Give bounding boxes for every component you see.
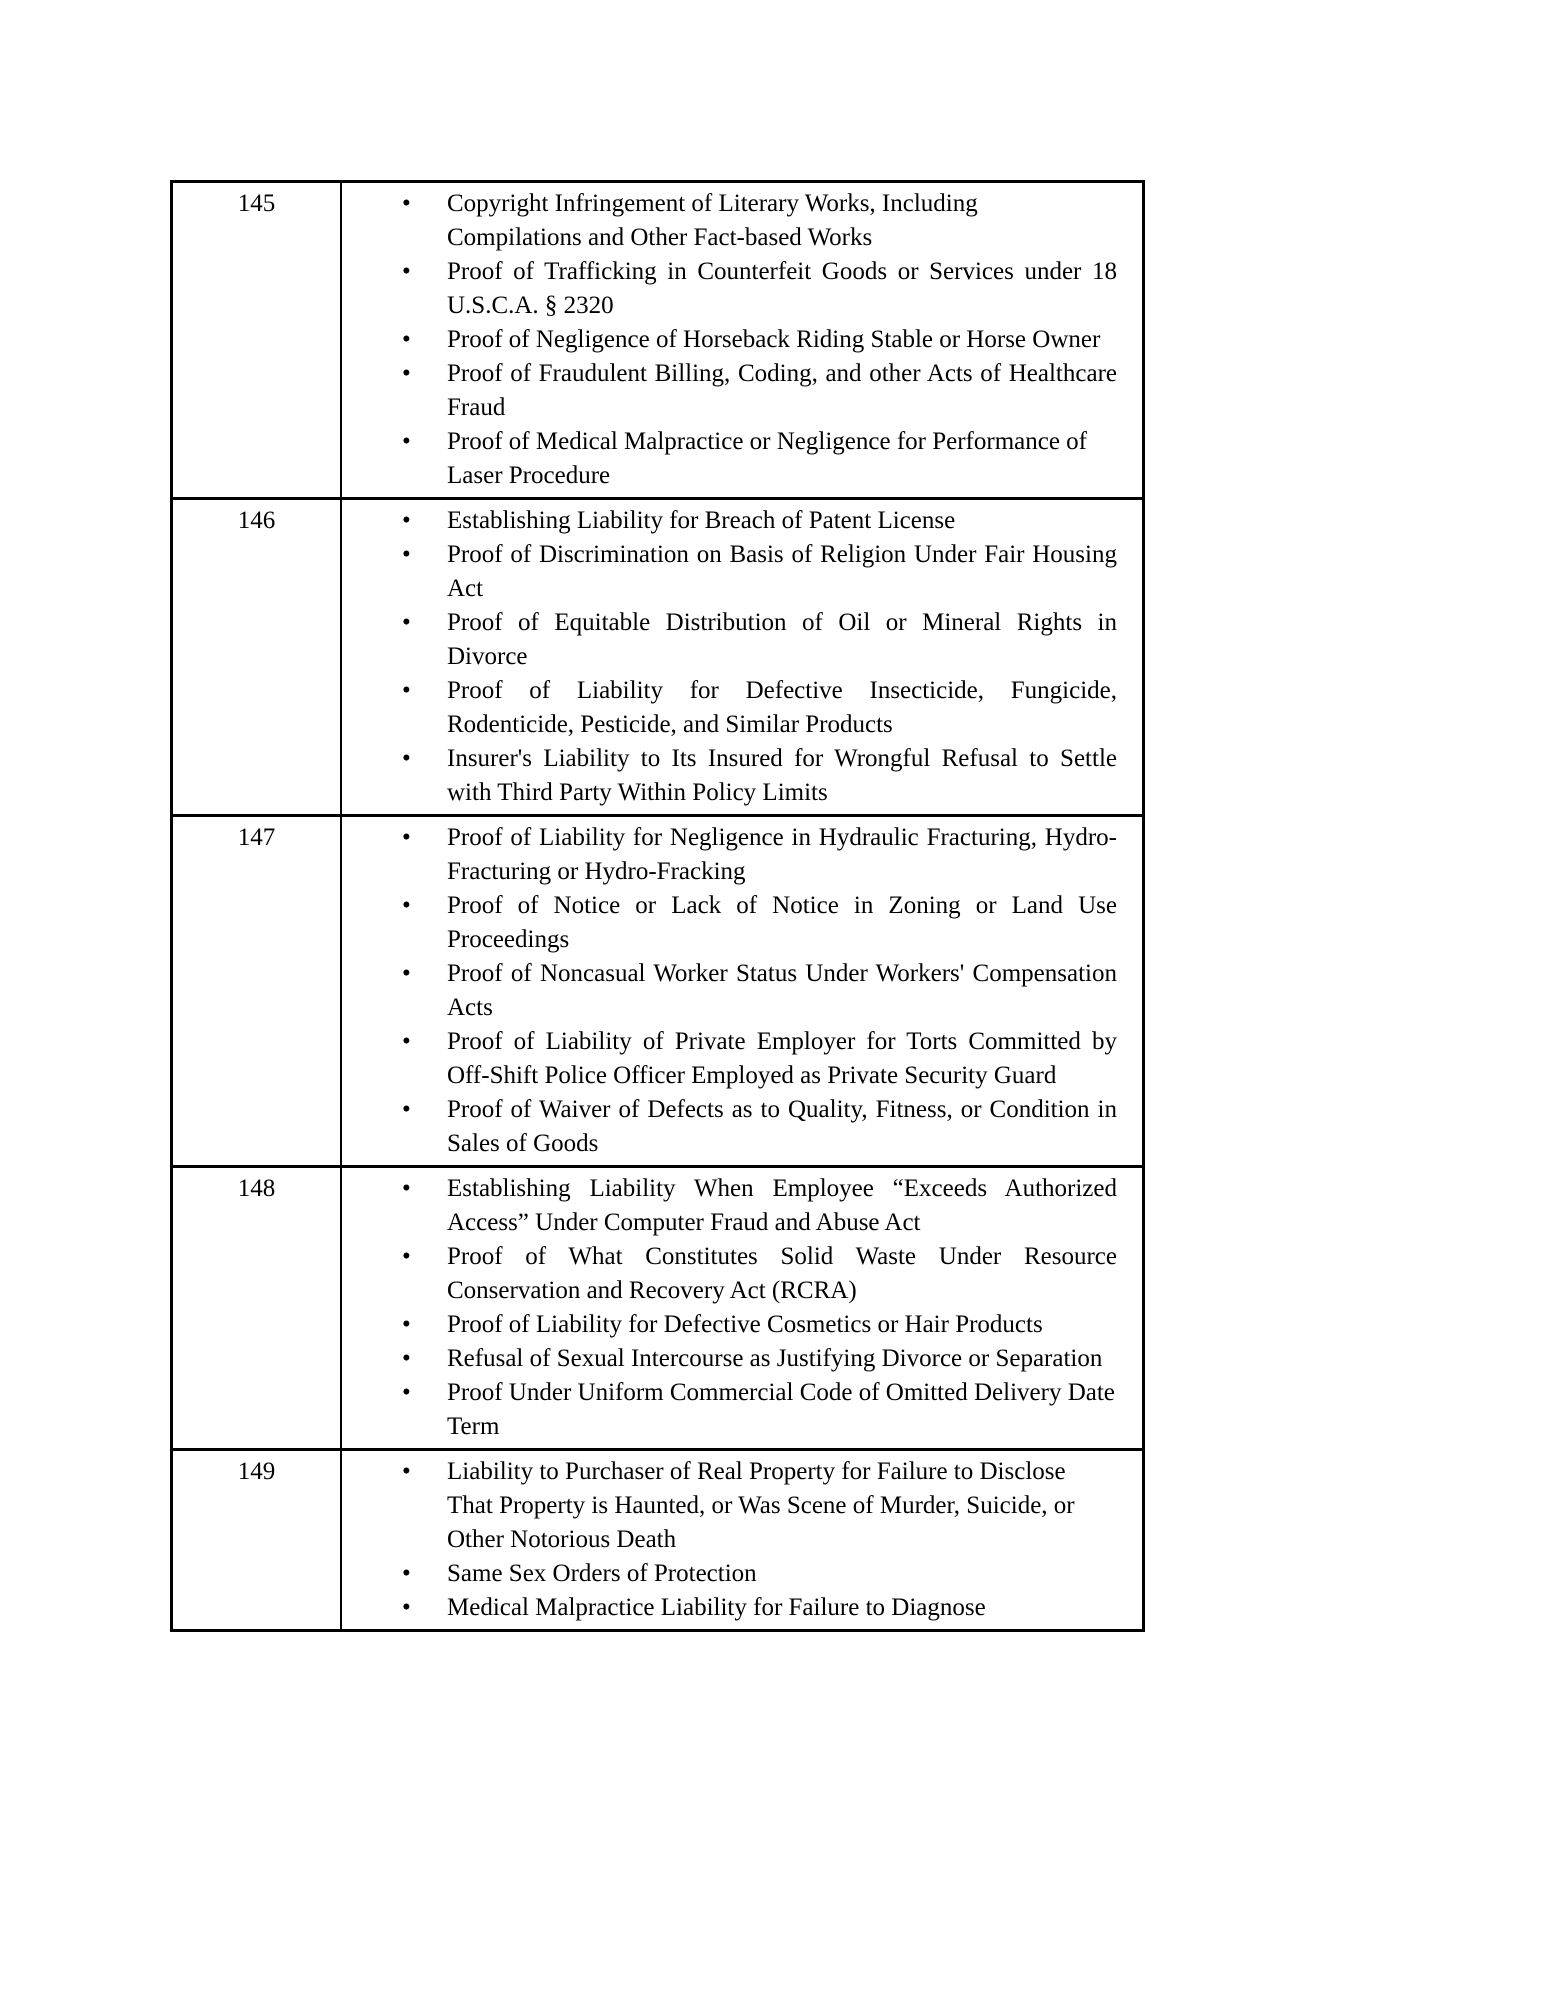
bullet-icon: • (402, 745, 411, 772)
table-row (173, 1448, 1142, 1629)
bullet-icon: • (402, 824, 411, 851)
bullet-icon: • (402, 541, 411, 568)
bullet-icon: • (402, 1311, 411, 1338)
topics-table (170, 180, 1145, 1632)
bullet-icon: • (402, 1594, 411, 1621)
list-item (342, 1025, 1117, 1093)
topic-text: Proof of Waiver of Defects as to Quality, Fitness, or Condition in Sales of Goods (447, 1096, 1117, 1157)
row-number: 147 (173, 817, 342, 1165)
topic-text: Proof of Negligence of Horseback Riding Stable or Horse Owner (447, 326, 1101, 353)
list-item (342, 1342, 1117, 1376)
list-item (342, 1455, 1117, 1557)
topic-text: Refusal of Sexual Intercourse as Justifying Divorce or Separation (447, 1345, 1103, 1372)
list-item (342, 255, 1117, 323)
list-item (342, 357, 1117, 425)
bullet-icon: • (402, 1560, 411, 1587)
bullet-icon: • (402, 677, 411, 704)
topic-text: Proof of Trafficking in Counterfeit Goods or Services under 18 U.S.C.A. § 2320 (447, 258, 1117, 319)
table-row (173, 1165, 1142, 1448)
topic-text: Proof of Liability for Defective Cosmetics or Hair Products (447, 1311, 1043, 1338)
row-number: 146 (173, 500, 342, 814)
list-item (342, 1093, 1117, 1161)
topic-text: Proof of Liability for Negligence in Hydraulic Fracturing, Hydro-Fracturing or Hydro-Fracking (447, 824, 1117, 885)
list-item (342, 1172, 1117, 1240)
bullet-icon: • (402, 428, 411, 455)
row-number: 145 (173, 183, 342, 497)
topic-text: Proof of Equitable Distribution of Oil or Mineral Rights in Divorce (447, 609, 1117, 670)
list-item (342, 957, 1117, 1025)
bullet-icon: • (402, 892, 411, 919)
table-row (173, 497, 1142, 814)
topic-text: Proof of Medical Malpractice or Negligence for Performance of Laser Procedure (447, 428, 1088, 489)
bullet-icon: • (402, 1345, 411, 1372)
list-item (342, 1308, 1117, 1342)
bullet-icon: • (402, 1243, 411, 1270)
bullet-icon: • (402, 1458, 411, 1485)
list-item (342, 821, 1117, 889)
list-item (342, 1376, 1117, 1444)
topic-text: Liability to Purchaser of Real Property for Failure to Disclose That Property is Haunted, or Was Scene of Murder, Suicide, or Other Notorious Death (447, 1458, 1075, 1553)
bullet-icon: • (402, 190, 411, 217)
row-number: 148 (173, 1168, 342, 1448)
list-item (342, 187, 1117, 255)
row-topics (342, 183, 1142, 497)
topic-text: Proof of Notice or Lack of Notice in Zoning or Land Use Proceedings (447, 892, 1117, 953)
topic-text: Establishing Liability for Breach of Patent License (447, 507, 956, 534)
bullet-icon: • (402, 609, 411, 636)
row-topics (342, 1451, 1142, 1629)
bullet-icon: • (402, 258, 411, 285)
row-topics (342, 817, 1142, 1165)
topic-text: Proof of Liability for Defective Insecticide, Fungicide, Rodenticide, Pesticide, and Similar Products (447, 677, 1117, 738)
row-topics (342, 500, 1142, 814)
topic-text: Insurer's Liability to Its Insured for Wrongful Refusal to Settle with Third Party Within Policy Limits (447, 745, 1117, 806)
list-item (342, 504, 1117, 538)
topic-text: Medical Malpractice Liability for Failure to Diagnose (447, 1594, 986, 1621)
topic-text: Proof of Noncasual Worker Status Under Workers' Compensation Acts (447, 960, 1117, 1021)
bullet-icon: • (402, 360, 411, 387)
list-item (342, 425, 1117, 493)
list-item (342, 1591, 1117, 1625)
topic-text: Same Sex Orders of Protection (447, 1560, 757, 1587)
bullet-icon: • (402, 507, 411, 534)
topic-text: Proof Under Uniform Commercial Code of Omitted Delivery Date Term (447, 1379, 1115, 1440)
bullet-icon: • (402, 1379, 411, 1406)
list-item (342, 742, 1117, 810)
topic-text: Proof of Liability of Private Employer for Torts Committed by Off-Shift Police Officer Employed as Private Security Guard (447, 1028, 1117, 1089)
bullet-icon: • (402, 326, 411, 353)
table-row (173, 183, 1142, 497)
topic-text: Proof of Discrimination on Basis of Religion Under Fair Housing Act (447, 541, 1117, 602)
table-row (173, 814, 1142, 1165)
bullet-icon: • (402, 1175, 411, 1202)
list-item (342, 323, 1117, 357)
topic-text: Proof of What Constitutes Solid Waste Under Resource Conservation and Recovery Act (RCRA) (447, 1243, 1117, 1304)
bullet-icon: • (402, 1096, 411, 1123)
list-item (342, 538, 1117, 606)
bullet-icon: • (402, 1028, 411, 1055)
list-item (342, 1557, 1117, 1591)
row-topics (342, 1168, 1142, 1448)
bullet-icon: • (402, 960, 411, 987)
list-item (342, 1240, 1117, 1308)
row-number: 149 (173, 1451, 342, 1629)
list-item (342, 889, 1117, 957)
topic-text: Establishing Liability When Employee “Exceeds Authorized Access” Under Computer Fraud and Abuse Act (447, 1175, 1117, 1236)
list-item (342, 674, 1117, 742)
topic-text: Proof of Fraudulent Billing, Coding, and other Acts of Healthcare Fraud (447, 360, 1117, 421)
list-item (342, 606, 1117, 674)
topic-text: Copyright Infringement of Literary Works, Including Compilations and Other Fact-based Works (447, 190, 978, 251)
